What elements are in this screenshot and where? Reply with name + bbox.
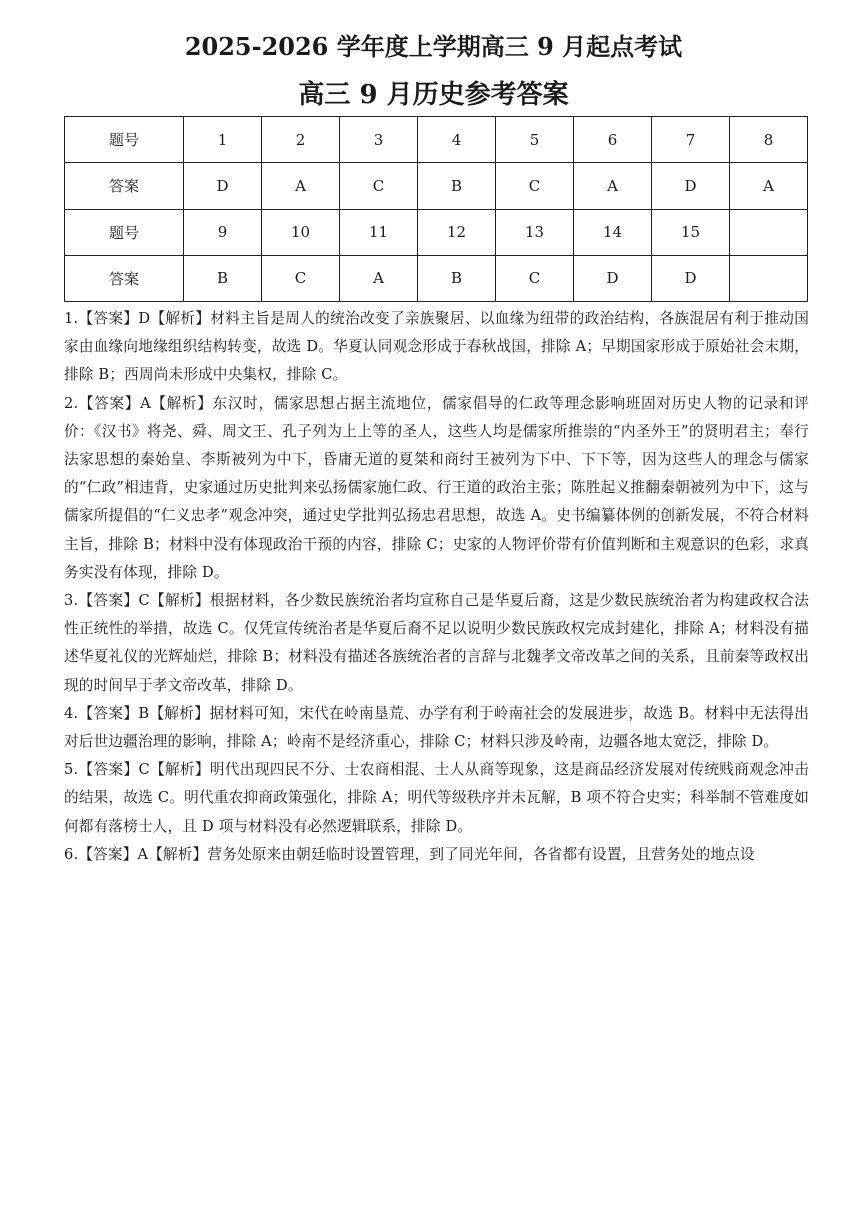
table-cell: D xyxy=(184,163,262,209)
table-cell: 3 xyxy=(340,117,418,163)
table-cell: A xyxy=(340,255,418,301)
table-cell xyxy=(730,255,808,301)
table-cell: A xyxy=(574,163,652,209)
table-cell: 1 xyxy=(184,117,262,163)
table-cell: 15 xyxy=(652,209,730,255)
table-cell: B xyxy=(184,255,262,301)
table-cell: 8 xyxy=(730,117,808,163)
table-cell: C xyxy=(340,163,418,209)
table-cell: 2 xyxy=(262,117,340,163)
table-cell xyxy=(730,209,808,255)
table-cell: C xyxy=(496,255,574,301)
row-label: 题号 xyxy=(65,117,184,163)
table-cell: 14 xyxy=(574,209,652,255)
table-cell: B xyxy=(418,255,496,301)
explanation-1: 1.【答案】D【解析】材料主旨是周人的统治改变了亲族聚居、以血缘为纽带的政治结构，各族混居有利于推动国家由血缘向地缘组织结构转变，故选 D。华夏认同观念形成于春秋战国，排除 A；早期国家形成于原始社会末期，排除 B；西周尚未形成中央集权，排除 C。 xyxy=(64,310,809,384)
table-cell: 10 xyxy=(262,209,340,255)
table-cell: 7 xyxy=(652,117,730,163)
explanation-2: 2.【答案】A【解析】东汉时，儒家思想占据主流地位，儒家倡导的仁政等理念影响班固对历史人物的记录和评价：《汉书》将尧、舜、周文王、孔子列为上上等的圣人，这些人均是儒家所推崇的“内圣外王”的贤明君主；奉行法家思想的秦始皇、李斯被列为中下，昏庸无道的夏桀和商纣王被列为下中、下下等，因为这些人的理念与儒家的“仁政”相违背，史家通过历史批判来弘扬儒家施仁政、行王道的政治主张；陈胜起义推翻秦朝被列为中下，这与儒家所提倡的“仁义忠孝”观念冲突，通过史学批判弘扬忠君思想，故选 A。史书编纂体例的创新发展，不符合材料主旨，排除 B；材料中没有体现政治干预的内容，排除 C；史家的人物评价带有价值判断和主观意识的色彩，求真务实没有体现，排除 D。 xyxy=(64,394,809,581)
table-cell: 12 xyxy=(418,209,496,255)
table-cell: A xyxy=(730,163,808,209)
table-cell: B xyxy=(418,163,496,209)
explanation-5: 5.【答案】C【解析】明代出现四民不分、士农商相混、士人从商等现象，这是商品经济发展对传统贱商观念冲击的结果，故选 C。明代重农抑商政策强化，排除 A；明代等级秩序并未瓦解，B 项不符合史实；科举制不管难度如何都有落榜士人，且 D 项与材料没有必然逻辑联系，排除 D。 xyxy=(64,761,809,835)
row-label: 题号 xyxy=(65,209,184,255)
row-label: 答案 xyxy=(65,255,184,301)
explanation-6: 6.【答案】A【解析】营务处原来由朝廷临时设置管理，到了同光年间，各省都有设置，且营务处的地点设 xyxy=(64,845,755,863)
table-cell: D xyxy=(574,255,652,301)
table-row-answers-1 xyxy=(65,163,808,209)
explanations-section xyxy=(64,305,809,869)
answer-table xyxy=(64,116,808,302)
exam-title: 2025-2026 学年度上学期高三 9 月起点考试 xyxy=(184,32,683,61)
table-cell: C xyxy=(262,255,340,301)
row-label: 答案 xyxy=(65,163,184,209)
table-cell: 5 xyxy=(496,117,574,163)
table-cell: D xyxy=(652,163,730,209)
explanation-3: 3.【答案】C【解析】根据材料，各少数民族统治者均宣称自己是华夏后裔，这是少数民族统治者为构建政权合法性正统性的举措，故选 C。仅凭宣传统治者是华夏后裔不足以说明少数民族政权完成封建化，排除 A；材料没有描述华夏礼仪的光辉灿烂，排除 B；材料没有描述各族统治者的言辞与北魏孝文帝改革之间的关系，且前秦等政权出现的时间早于孝文帝改革，排除 D。 xyxy=(64,592,809,694)
explanation-4: 4.【答案】B【解析】据材料可知，宋代在岭南垦荒、办学有利于岭南社会的发展进步，故选 B。材料中无法得出对后世边疆治理的影响，排除 A；岭南不是经济重心，排除 C；材料只涉及岭南，边疆各地太宽泛，排除 D。 xyxy=(64,704,809,751)
table-cell: 4 xyxy=(418,117,496,163)
table-row-question-numbers-1 xyxy=(65,117,808,163)
table-row-answers-2 xyxy=(65,255,808,301)
table-cell: D xyxy=(652,255,730,301)
table-row-question-numbers-2 xyxy=(65,209,808,255)
table-cell: 9 xyxy=(184,209,262,255)
table-cell: 11 xyxy=(340,209,418,255)
table-cell: 13 xyxy=(496,209,574,255)
table-cell: C xyxy=(496,163,574,209)
answer-key-title: 高三 9 月历史参考答案 xyxy=(298,80,569,110)
table-cell: A xyxy=(262,163,340,209)
table-cell: 6 xyxy=(574,117,652,163)
